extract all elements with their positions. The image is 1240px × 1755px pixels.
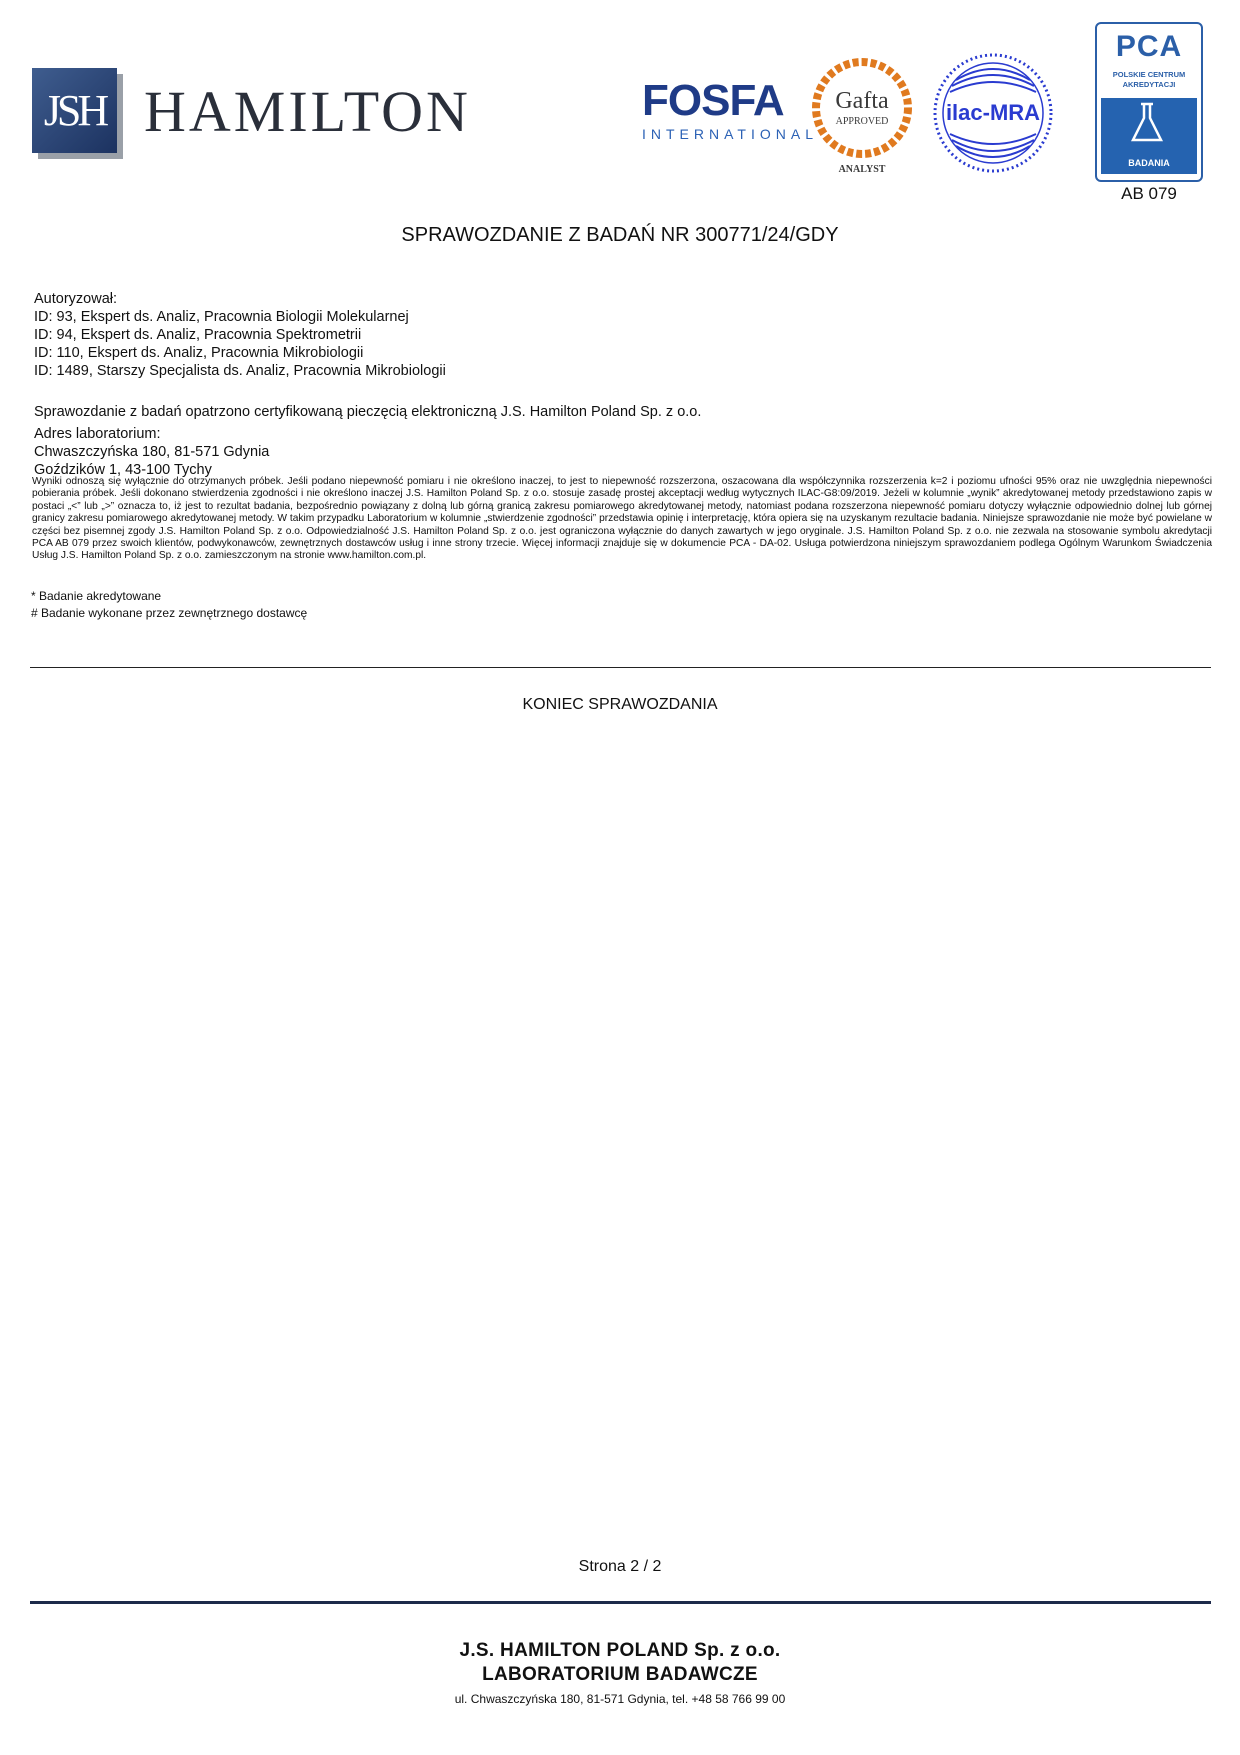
pca-subtitle <box>1095 70 1203 90</box>
pca-badge <box>1101 98 1197 174</box>
gafta-approved: APPROVED <box>835 116 889 127</box>
pca-name: PCA <box>1115 30 1183 63</box>
footer-divider <box>30 1601 1211 1604</box>
lab-address-line: Chwaszczyńska 180, 81-571 Gdynia <box>34 444 270 460</box>
hamilton-logo <box>32 68 502 160</box>
lab-address-label: Adres laboratorium: <box>34 426 161 442</box>
disclaimer-text: Wyniki odnoszą się wyłącznie do otrzymanych próbek. Jeśli podano niepewność pomiaru i nie określono inaczej, to jest to niepewność rozszerzona, oszacowana dla współczynnika rozszerzenia k=2 i poziomu ufności 95% oraz nie uwzględnia niepewności pobierania próbek. Jeśli dokonano stwierdzenia zgodności i nie określono inaczej J.S. Hamilton Poland Sp. z o.o. stosuje zasadę prostej akceptacji według wytycznych ILAC-G8:09/2019. Jeżeli w kolumnie „wynik” akredytowanej metody przedstawiono zapis w postaci „<” lub „>” oznacza to, iż jest to rezultat badania, bezpośrednio powiązany z dolną lub górną granicą zakresu pomiarowego akredytowanej metody, natomiast podana rozszerzona niepewność pomiaru dotyczy wyłącznie odpowiednio dolnej lub górnej granicy zakresu pomiarowego akredytowanej metody. W takim przypadku Laboratorium w kolumnie „stwierdzenie zgodności” przedstawia opinię i interpretację, która opiera się na uzyskanym rezultacie badania. Niniejsze sprawozdanie nie może być powielane w części bez pisemnej zgody J.S. Hamilton Poland Sp. z o.o. Odpowiedzialność J.S. Hamilton Poland Sp. z o.o. jest ograniczona wyłącznie do danych zawartych w jego oryginale. J.S. Hamilton Poland Sp. z o.o. nie zezwala na stosowanie symbolu akredytacji PCA AB 079 przez swoich klientów, podwykonawców, zewnętrznych dostawców usług i inne strony trzecie. Więcej informacji znajduje się w dokumencie PCA - DA-02. Usługa potwierdzona niniejszym sprawozdaniem podlega Ogólnym Warunkom Świadczenia Usług J.S. Hamilton Poland Sp. z o.o. zamieszczonym na stronie www.hamilton.com.pl. <box>32 476 1212 562</box>
divider <box>30 667 1211 668</box>
pca-logo <box>1095 22 1203 182</box>
authorized-line: ID: 93, Ekspert ds. Analiz, Pracownia Biologii Molekularnej <box>34 309 409 325</box>
authorized-line: ID: 1489, Starszy Specjalista ds. Analiz, Pracownia Mikrobiologii <box>34 363 446 379</box>
hamilton-wordmark: HAMILTON <box>144 79 471 144</box>
pca-sub-line-1: POLSKIE CENTRUM <box>1112 70 1186 79</box>
authorized-label: Autoryzował: <box>34 291 118 307</box>
ilac-mra-emblem-icon <box>932 52 1054 174</box>
fosfa-subtitle: INTERNATIONAL <box>642 126 818 142</box>
jsh-monogram-box <box>32 68 117 153</box>
fosfa-name: FOSFA <box>642 76 784 125</box>
jsh-monogram: JSH <box>43 86 106 135</box>
fosfa-wordmark <box>642 78 800 124</box>
page-number: Strona 2 / 2 <box>578 1558 662 1575</box>
ilac-mra-logo <box>932 52 1054 174</box>
footer-lab: LABORATORIUM BADAWCZE <box>482 1664 758 1685</box>
pca-badania: BADANIA <box>1128 158 1170 168</box>
lab-address-line: Goździków 1, 43-100 Tychy <box>34 462 212 478</box>
fosfa-logo <box>642 76 818 148</box>
gafta-analyst: ANALYST <box>838 164 886 175</box>
legend-accredited: * Badanie akredytowane <box>31 589 162 603</box>
footer-company: J.S. HAMILTON POLAND Sp. z o.o. <box>459 1640 781 1661</box>
report-title: SPRAWOZDANIE Z BADAŃ NR 300771/24/GDY <box>401 224 839 246</box>
legend-external: # Badanie wykonane przez zewnętrznego dostawcę <box>31 606 308 620</box>
accreditation-number: AB 079 <box>1121 184 1177 203</box>
footer-address: ul. Chwaszczyńska 180, 81-571 Gdynia, tel. +48 58 766 99 00 <box>454 1692 786 1706</box>
end-of-report-label: KONIEC SPRAWOZDANIA <box>522 696 718 713</box>
authorized-line: ID: 110, Ekspert ds. Analiz, Pracownia Mikrobiologii <box>34 345 364 361</box>
authorized-line: ID: 94, Ekspert ds. Analiz, Pracownia Spektrometrii <box>34 327 362 343</box>
pca-sub-line-2: AKREDYTACJI <box>1122 80 1176 89</box>
gafta-name: Gafta <box>835 88 889 114</box>
flask-icon <box>1101 98 1197 148</box>
gafta-logo <box>810 56 914 176</box>
gafta-wreath-icon <box>810 56 914 176</box>
seal-note: Sprawozdanie z badań opatrzono certyfikowaną pieczęcią elektroniczną J.S. Hamilton Poland Sp. z o.o. <box>34 404 702 420</box>
ilac-name: ilac-MRA <box>945 100 1041 125</box>
